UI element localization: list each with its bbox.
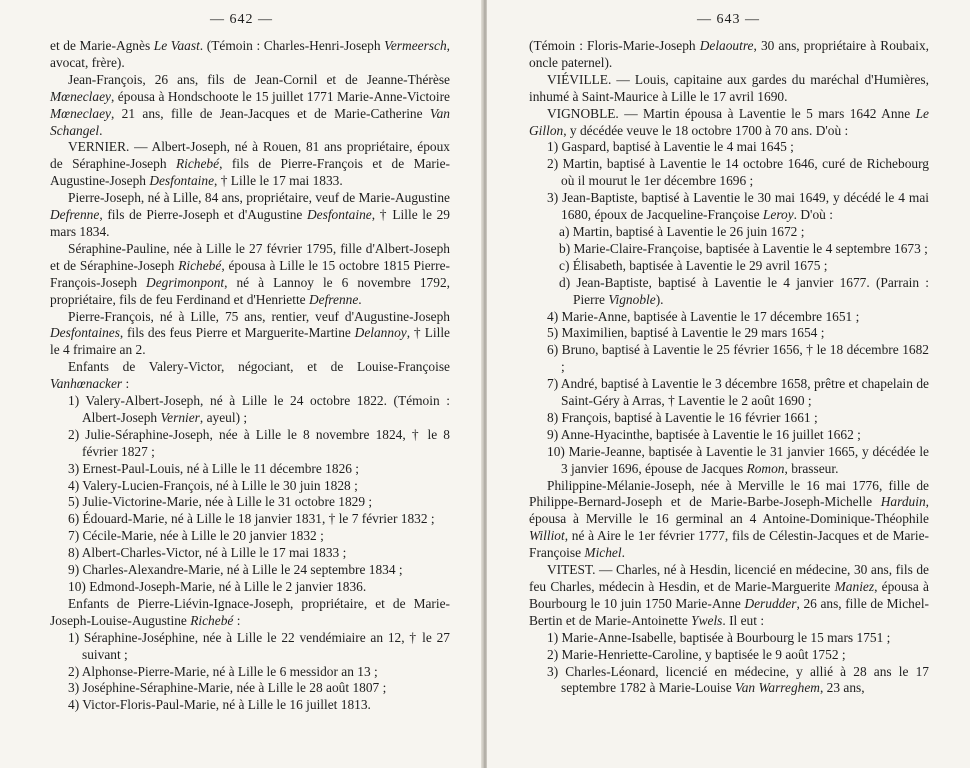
paragraph xyxy=(50,139,450,190)
text-run: , fils des feus Pierre et Marguerite-Martine xyxy=(119,325,355,341)
paragraph xyxy=(529,478,929,563)
text-run: 3) Charles-Léonard, licencié en médecine, y allié à 28 ans le 17 septembre 1782 à Marie-Louise xyxy=(547,663,929,696)
paragraph xyxy=(529,258,929,275)
text-run: (Témoin : Floris-Marie-Joseph xyxy=(529,38,700,53)
text-run: Pierre-François, né à Lille, 75 ans, rentier, veuf d'Augustine-Joseph xyxy=(68,308,450,324)
text-run: , 21 ans, fille de Jean-Jacques et de Marie-Catherine xyxy=(110,105,430,121)
paragraph xyxy=(50,461,450,478)
text-run: 7) André, baptisé à Laventie le 3 décembre 1658, prêtre et chapelain de Saint-Géry à Arras, † Laventie le 2 août 1690 ; xyxy=(547,376,929,409)
paragraph xyxy=(50,241,450,309)
surname-text: Van Schangel xyxy=(50,105,450,138)
surname-text: Defrenne xyxy=(50,207,100,223)
surname-text: Vanhœnacker xyxy=(50,376,123,392)
text-run: 3) Joséphine-Séraphine-Marie, née à Lille le 28 août 1807 ; xyxy=(68,680,387,696)
text-run: , † Lille le 29 mars 1834. xyxy=(50,207,450,239)
surname-text: Ywels xyxy=(691,612,723,628)
page-text xyxy=(50,38,450,714)
text-run: , né à Aire le 1er février 1777, fils de Célestin-Jacques et de Marie-Françoise xyxy=(529,528,929,561)
text-run: , épousa à Lille le 15 octobre 1815 Pierre-François-Joseph xyxy=(50,257,450,290)
paragraph xyxy=(50,478,450,495)
paragraph xyxy=(50,393,450,427)
text-run: VIGNOBLE. — Martin épousa à Laventie le 5 mars 1642 Anne xyxy=(547,105,916,121)
text-run: , 30 ans, propriétaire à Roubaix, oncle paternel). xyxy=(529,38,930,70)
surname-text: Desfontaine xyxy=(149,173,215,189)
text-run: 2) Alphonse-Pierre-Marie, né à Lille le 6 messidor an 13 ; xyxy=(68,663,378,679)
surname-text: Delaoutre xyxy=(699,38,754,53)
text-run: 8) François, baptisé à Laventie le 16 février 1661 ; xyxy=(547,409,818,425)
paragraph xyxy=(529,325,929,342)
text-run: b) Marie-Claire-Françoise, baptisée à Laventie le 4 septembre 1673 ; xyxy=(559,240,928,256)
text-run: 8) Albert-Charles-Victor, né à Lille le 17 mai 1833 ; xyxy=(68,545,347,561)
paragraph xyxy=(529,630,929,647)
paragraph xyxy=(529,156,929,190)
paragraph xyxy=(50,38,450,72)
paragraph xyxy=(529,664,929,698)
text-run: , né à Lannoy le 6 novembre 1792, propriétaire, fils de feu Ferdinand et d'Henriette xyxy=(50,274,450,307)
text-run: , brasseur. xyxy=(784,460,839,476)
paragraph xyxy=(529,562,929,630)
surname-text: Vernier xyxy=(160,409,200,425)
text-run: , 23 ans, xyxy=(819,680,865,696)
page-text xyxy=(529,38,929,697)
left-page xyxy=(0,0,483,768)
paragraph xyxy=(529,38,929,72)
text-run: 1) Marie-Anne-Isabelle, baptisée à Bourbourg le 15 mars 1751 ; xyxy=(547,629,891,645)
text-run: : xyxy=(233,612,241,628)
surname-text: Richebé xyxy=(175,156,220,172)
text-run: 1) Séraphine-Joséphine, née à Lille le 22 vendémiaire an 12, † le 27 suivant ; xyxy=(68,629,450,662)
text-run: Séraphine-Pauline, née à Lille le 27 février 1795, fille d'Albert-Joseph et de Séraphine-Joseph xyxy=(50,240,450,273)
text-run: , fils de Pierre-François et de Marie-Augustine-Joseph xyxy=(50,156,451,189)
surname-text: Richebé xyxy=(178,257,222,273)
text-run: ). xyxy=(655,291,664,307)
text-run: . xyxy=(358,291,362,307)
text-run: 5) Julie-Victorine-Marie, née à Lille le 31 octobre 1829 ; xyxy=(68,494,373,510)
text-run: 3) Ernest-Paul-Louis, né à Lille le 11 décembre 1826 ; xyxy=(68,460,360,476)
text-run: . (Témoin : Charles-Henri-Joseph xyxy=(199,38,385,53)
text-run: . xyxy=(99,122,103,138)
surname-text: Romon xyxy=(746,460,785,476)
paragraph xyxy=(529,241,929,258)
text-run: 6) Édouard-Marie, né à Lille le 18 janvier 1831, † le 7 février 1832 ; xyxy=(68,511,435,527)
page-number: — 643 — xyxy=(697,12,760,27)
paragraph xyxy=(529,106,929,140)
text-run: . Il eut : xyxy=(722,612,765,628)
surname-text: Vignoble xyxy=(608,291,656,307)
surname-text: Desfontaines xyxy=(50,325,120,341)
paragraph xyxy=(529,410,929,427)
text-run: . xyxy=(621,545,625,561)
surname-text: Delannoy xyxy=(354,325,407,341)
paragraph xyxy=(529,342,929,376)
paragraph xyxy=(529,72,929,106)
text-run: , y décédée veuve le 18 octobre 1700 à 70 ans. D'où : xyxy=(563,122,849,138)
paragraph xyxy=(529,190,929,224)
paragraph xyxy=(529,647,929,664)
text-run: , † Lille le 4 frimaire an 2. xyxy=(50,325,451,358)
text-run: , 26 ans, fille de Michel-Bertin et de Marie-Antoinette xyxy=(529,595,930,628)
text-run: , épousa à Merville le 16 germinal an 4 Antoine-Dominique-Théophile xyxy=(529,494,929,527)
text-run: VERNIER. — Albert-Joseph, né à Rouen, 81 ans propriétaire, époux de Séraphine-Joseph xyxy=(50,139,450,172)
surname-text: Degrimonpont xyxy=(146,274,225,290)
text-run: a) Martin, baptisé à Laventie le 26 juin 1672 ; xyxy=(559,223,805,239)
page-number: — 642 — xyxy=(210,12,273,27)
paragraph xyxy=(50,190,450,241)
text-run: 10) Marie-Jeanne, baptisée à Laventie le 31 janvier 1665, y décédée le 3 janvier 1696, épouse de Jacques xyxy=(547,443,929,476)
text-run: 1) Valery-Albert-Joseph, né à Lille le 24 octobre 1822. (Témoin : Albert-Joseph xyxy=(68,393,450,425)
text-run: Pierre-Joseph, né à Lille, 84 ans, propriétaire, veuf de Marie-Augustine xyxy=(68,190,450,206)
surname-text: Michel xyxy=(584,545,622,561)
text-run: 4) Valery-Lucien-François, né à Lille le 30 juin 1828 ; xyxy=(68,477,358,493)
paragraph xyxy=(50,680,450,697)
surname-text: Maniez xyxy=(834,579,875,594)
text-run: VIÉVILLE. — Louis, capitaine aux gardes du maréchal d'Humières, inhumé à Saint-Maurice à Lille le 17 avril 1690. xyxy=(529,71,929,104)
text-run: 2) Marie-Henriette-Caroline, y baptisée le 9 août 1752 ; xyxy=(547,646,846,662)
paragraph xyxy=(50,664,450,681)
paragraph xyxy=(529,224,929,241)
paragraph xyxy=(529,444,929,478)
text-run: et de Marie-Agnès xyxy=(50,38,154,53)
paragraph xyxy=(50,511,450,528)
text-run: , épousa à Hondschoote le 15 juillet 1771 Marie-Anne-Victoire xyxy=(110,88,450,104)
paragraph xyxy=(50,630,450,664)
text-run: VITEST. — Charles, né à Hesdin, licencié en médecine, 30 ans, fils de feu Charles, médecin à Hesdin, et de Marie-Marguerite xyxy=(529,562,929,594)
text-run: , épousa à Bourbourg le 10 juin 1750 Marie-Anne xyxy=(529,579,929,611)
text-run: 9) Anne-Hyacinthe, baptisée à Laventie le 16 juillet 1662 ; xyxy=(547,426,861,442)
paragraph xyxy=(50,494,450,511)
paragraph xyxy=(50,697,450,714)
text-run: 7) Cécile-Marie, née à Lille le 20 janvier 1832 ; xyxy=(68,528,324,544)
text-run: 4) Victor-Floris-Paul-Marie, né à Lille le 16 juillet 1813. xyxy=(68,697,371,713)
surname-text: Van Warreghem xyxy=(735,680,820,696)
text-run: 5) Maximilien, baptisé à Laventie le 29 mars 1654 ; xyxy=(547,325,825,341)
surname-text: Harduin xyxy=(880,494,926,510)
text-run: Enfants de Valery-Victor, négociant, et de Louise-Françoise xyxy=(68,359,450,375)
text-run: 2) Martin, baptisé à Laventie le 14 octobre 1646, curé de Richebourg où il mourut le 1er décembre 1696 ; xyxy=(547,156,929,189)
paragraph xyxy=(529,139,929,156)
text-run: c) Élisabeth, baptisée à Laventie le 29 avril 1675 ; xyxy=(559,257,828,273)
text-run: . D'où : xyxy=(793,207,833,223)
surname-text: Derudder xyxy=(744,595,797,611)
paragraph xyxy=(50,427,450,461)
text-run: , avocat, frère). xyxy=(50,38,450,70)
paragraph xyxy=(50,528,450,545)
text-run: , ayeul) ; xyxy=(199,409,248,425)
surname-text: Williot xyxy=(529,528,565,544)
text-run: , fils de Pierre-Joseph et d'Augustine xyxy=(99,207,308,223)
text-run: d) Jean-Baptiste, baptisé à Laventie le 4 janvier 1677. (Parrain : Pierre xyxy=(559,274,929,307)
surname-text: Mœneclaey xyxy=(50,88,111,104)
paragraph xyxy=(529,427,929,444)
text-run: : xyxy=(122,376,130,392)
text-run: 10) Edmond-Joseph-Marie, né à Lille le 2 janvier 1836. xyxy=(68,579,367,594)
text-run: 6) Bruno, baptisé à Laventie le 25 février 1656, † le 18 décembre 1682 ; xyxy=(547,342,929,375)
paragraph xyxy=(50,359,450,393)
paragraph xyxy=(50,545,450,562)
surname-text: Vermeersch xyxy=(384,38,447,53)
text-run: Jean-François, 26 ans, fils de Jean-Cornil et de Jeanne-Thérèse xyxy=(68,71,450,87)
paragraph xyxy=(50,579,450,596)
paragraph xyxy=(50,309,450,360)
surname-text: Mœneclaey xyxy=(50,105,111,121)
surname-text: Le Vaast xyxy=(153,38,200,53)
surname-text: Desfontaine xyxy=(307,207,372,223)
text-run: 3) Jean-Baptiste, baptisé à Laventie le 30 mai 1649, y décédé le 4 mai 1680, époux de Jacqueline-Françoise xyxy=(547,190,929,223)
paragraph xyxy=(529,275,929,309)
text-run: 2) Julie-Séraphine-Joseph, née à Lille le 8 novembre 1824, † le 8 février 1827 ; xyxy=(68,426,450,459)
text-run: 9) Charles-Alexandre-Marie, né à Lille le 24 septembre 1834 ; xyxy=(68,562,403,578)
paragraph xyxy=(50,562,450,579)
paragraph xyxy=(50,72,450,140)
text-run: , † Lille le 17 mai 1833. xyxy=(214,173,343,189)
surname-text: Richebé xyxy=(190,612,234,628)
paragraph xyxy=(529,309,929,326)
paragraph xyxy=(50,596,450,630)
right-page xyxy=(487,0,970,768)
paragraph xyxy=(529,376,929,410)
text-run: Philippine-Mélanie-Joseph, née à Merville le 16 mai 1776, fille de Philippe-Bernard-Joseph et de Marie-Barbe-Joseph-Michelle xyxy=(529,477,929,510)
surname-text: Leroy xyxy=(762,207,794,223)
surname-text: Le Gillon xyxy=(529,105,929,138)
text-run: 1) Gaspard, baptisé à Laventie le 4 mai 1645 ; xyxy=(547,139,794,155)
surname-text: Defrenne xyxy=(308,291,359,307)
text-run: Enfants de Pierre-Liévin-Ignace-Joseph, propriétaire, et de Marie-Joseph-Louise-Augustine xyxy=(50,595,450,628)
text-run: 4) Marie-Anne, baptisée à Laventie le 17 décembre 1651 ; xyxy=(547,308,860,324)
